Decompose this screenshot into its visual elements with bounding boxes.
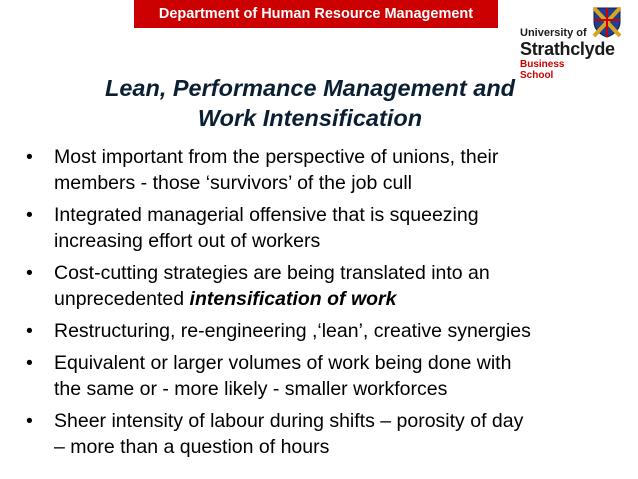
bullet-icon: • bbox=[26, 320, 33, 342]
crest-icon bbox=[591, 6, 623, 38]
bullet-item bbox=[22, 350, 628, 402]
logo-text-school: School bbox=[520, 70, 554, 81]
university-logo bbox=[520, 6, 632, 81]
bullet-text: Sheer intensity of labour during shifts – porosity of day bbox=[54, 410, 524, 432]
bullet-text bbox=[54, 286, 628, 312]
bullet-icon: • bbox=[26, 146, 33, 168]
bullet-text: Cost-cutting strategies are being translated into an bbox=[54, 262, 490, 284]
bullet-text: members - those ‘survivors’ of the job cull bbox=[54, 172, 412, 194]
bullet-item bbox=[22, 202, 628, 254]
bullet-emphasis: intensification of work bbox=[189, 288, 397, 310]
bullet-item bbox=[22, 408, 628, 460]
bullet-text: increasing effort out of workers bbox=[54, 230, 321, 252]
bullet-icon: • bbox=[26, 410, 33, 432]
slide-title-line-2: Work Intensification bbox=[197, 105, 423, 131]
bullet-icon: • bbox=[26, 262, 33, 284]
bullet-text: Equivalent or larger volumes of work being done with bbox=[54, 352, 512, 374]
bullet-list bbox=[22, 144, 628, 466]
logo-text-university-of: University of bbox=[520, 27, 587, 39]
bullet-text: the same or - more likely - smaller workforces bbox=[54, 378, 448, 400]
bullet-text: Restructuring, re-engineering ,‘lean’, creative synergies bbox=[54, 320, 531, 342]
slide-title-line-1: Lean, Performance Management and bbox=[104, 75, 516, 101]
bullet-text: – more than a question of hours bbox=[54, 436, 330, 458]
bullet-item bbox=[22, 318, 628, 344]
bullet-text: Most important from the perspective of unions, their bbox=[54, 146, 499, 168]
bullet-icon: • bbox=[26, 204, 33, 226]
slide-title bbox=[60, 70, 560, 133]
logo-text-strathclyde: Strathclyde bbox=[520, 39, 615, 59]
bullet-item bbox=[22, 144, 628, 196]
department-banner: Department of Human Resource Management bbox=[134, 0, 498, 28]
bullet-text: Integrated managerial offensive that is squeezing bbox=[54, 204, 479, 226]
bullet-item bbox=[22, 260, 628, 312]
bullet-icon: • bbox=[26, 352, 33, 374]
bullet-text-prefix: unprecedented bbox=[54, 288, 190, 310]
logo-text-business: Business bbox=[520, 59, 565, 70]
